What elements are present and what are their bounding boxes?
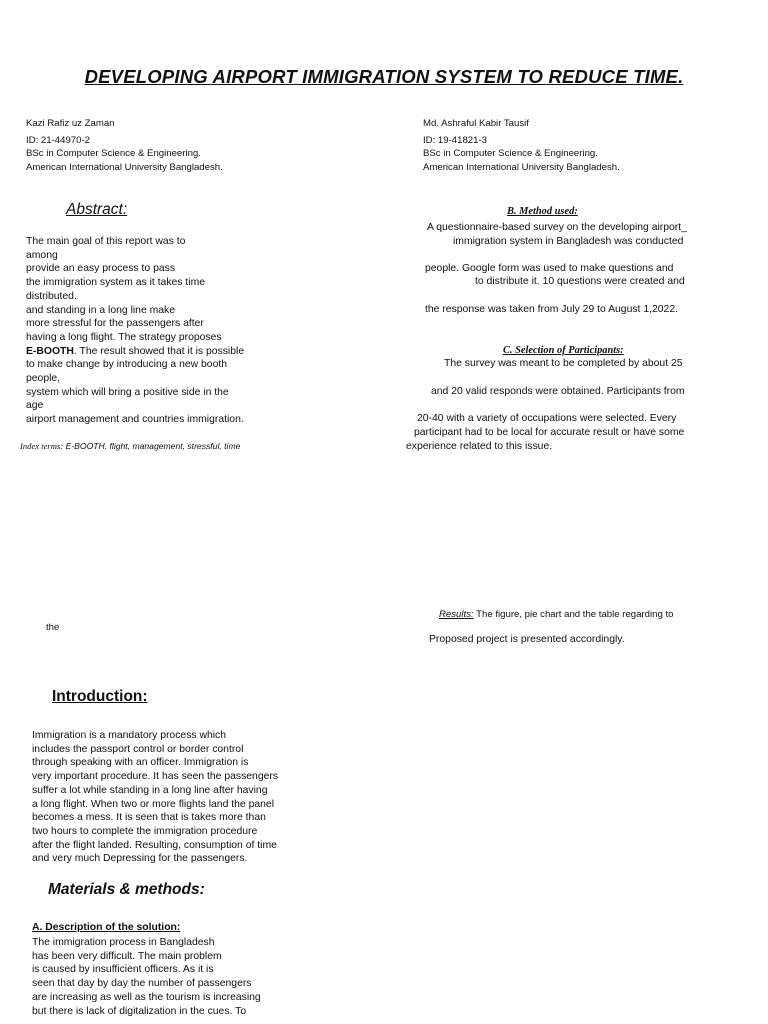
abstract-line: airport management and countries immigration. xyxy=(26,414,244,426)
ebooth-term: E-BOOTH xyxy=(26,345,74,357)
method-line: to distribute it. 10 questions were created and xyxy=(475,276,685,287)
introduction-body xyxy=(32,729,278,866)
introduction-heading: Introduction: xyxy=(52,688,148,705)
results-text: The figure, pie chart and the table regarding to xyxy=(473,609,674,620)
participants-line: The survey was meant to be completed by about 25 xyxy=(444,358,683,369)
abstract-line: the immigration system as it takes time xyxy=(26,277,206,289)
method-heading: B. Method used: xyxy=(507,206,578,217)
method-line: A questionnaire-based survey on the developing airport_ xyxy=(427,222,687,233)
materials-line: has been very difficult. The main problem xyxy=(32,950,222,962)
introduction-line: two hours to complete the immigration procedure xyxy=(32,825,258,837)
materials-line: is caused by insufficient officers. As it is xyxy=(32,964,214,976)
abstract-line: The main goal of this report was to xyxy=(26,236,186,247)
participants-line: experience related to this issue. xyxy=(406,441,553,452)
materials-line: but there is lack of digitalization in the cues. To xyxy=(32,1005,247,1017)
introduction-line: through speaking with an officer. Immigration is xyxy=(32,757,249,769)
abstract-line: people, xyxy=(26,373,61,385)
materials-heading: Materials & methods: xyxy=(48,881,205,898)
participants-heading: C. Selection of Participants: xyxy=(503,345,624,356)
index-terms-label: Index terms: xyxy=(20,441,64,451)
introduction-line: becomes a mess. It is seen that is takes more than xyxy=(32,812,266,824)
abstract-line: age xyxy=(26,400,44,412)
abstract-line: system which will bring a positive side in the xyxy=(26,386,229,398)
method-line: immigration system in Bangladesh was conducted xyxy=(453,236,684,247)
results-label: Results: xyxy=(439,609,474,620)
author-left xyxy=(26,117,223,174)
author-right-degree: BSc in Computer Science & Engineering. xyxy=(423,148,598,160)
results-line-2: Proposed project is presented accordingly. xyxy=(429,634,625,645)
introduction-line: and very much Depressing for the passengers. xyxy=(32,853,248,865)
materials-body xyxy=(32,936,261,1018)
stray-text: the xyxy=(46,622,60,633)
abstract-ebooth-line: E-BOOTH. The result showed that it is possible xyxy=(26,345,245,357)
results-line xyxy=(439,608,673,622)
author-left-name: Kazi Rafiz uz Zaman xyxy=(26,118,115,129)
solution-subheading: A. Description of the solution: xyxy=(32,922,181,933)
participants-line: and 20 valid responds were obtained. Participants from xyxy=(431,386,685,397)
author-left-degree: BSc in Computer Science & Engineering. xyxy=(26,148,201,160)
abstract-line: distributed. xyxy=(26,290,77,302)
introduction-line: very important procedure. It has seen the passengers xyxy=(32,771,279,783)
introduction-line: Immigration is a mandatory process which xyxy=(32,730,227,741)
method-line: the response was taken from July 29 to August 1,2022. xyxy=(425,304,678,315)
index-terms-list: E-BOOTH, flight, management, stressful, time xyxy=(63,441,241,451)
paper-title: DEVELOPING AIRPORT IMMIGRATION SYSTEM TO REDUCE TIME. xyxy=(84,66,684,87)
author-right-name: Md. Ashraful Kabir Tausif xyxy=(423,118,529,129)
abstract-line: and standing in a long line make xyxy=(26,304,176,316)
abstract-heading: Abstract: xyxy=(66,201,128,218)
author-right xyxy=(423,117,620,174)
abstract-body xyxy=(26,235,244,427)
participants-line: participant had to be local for accurate result or have some xyxy=(414,427,685,438)
introduction-line: after the flight landed. Resulting, consumption of time xyxy=(32,839,277,851)
abstract-line: to make change by introducing a new booth xyxy=(26,359,228,371)
abstract-line: having a long flight. The strategy proposes xyxy=(26,331,222,343)
author-right-university: American International University Bangladesh. xyxy=(423,161,620,173)
author-left-id: ID: 21-44970-2 xyxy=(26,134,90,146)
materials-line: The immigration process in Bangladesh xyxy=(32,937,215,948)
index-terms xyxy=(20,441,240,451)
introduction-line: includes the passport control or border control xyxy=(32,743,244,755)
materials-line: are increasing as well as the tourism is increasing xyxy=(32,991,261,1003)
introduction-line: suffer a lot while standing in a long line after having xyxy=(32,784,268,796)
author-left-university: American International University Bangladesh. xyxy=(26,161,223,173)
author-right-id: ID: 19-41821-3 xyxy=(423,134,487,146)
introduction-line: a long flight. When two or more flights land the panel xyxy=(32,798,275,810)
abstract-line: more stressful for the passengers after xyxy=(26,318,204,330)
abstract-line: provide an easy process to pass xyxy=(26,263,176,275)
participants-line: 20-40 with a variety of occupations were selected. Every xyxy=(417,413,677,424)
method-line: people. Google form was used to make questions and xyxy=(425,263,674,274)
materials-line: seen that day by day the number of passengers xyxy=(32,978,252,990)
abstract-line: among xyxy=(26,249,58,261)
